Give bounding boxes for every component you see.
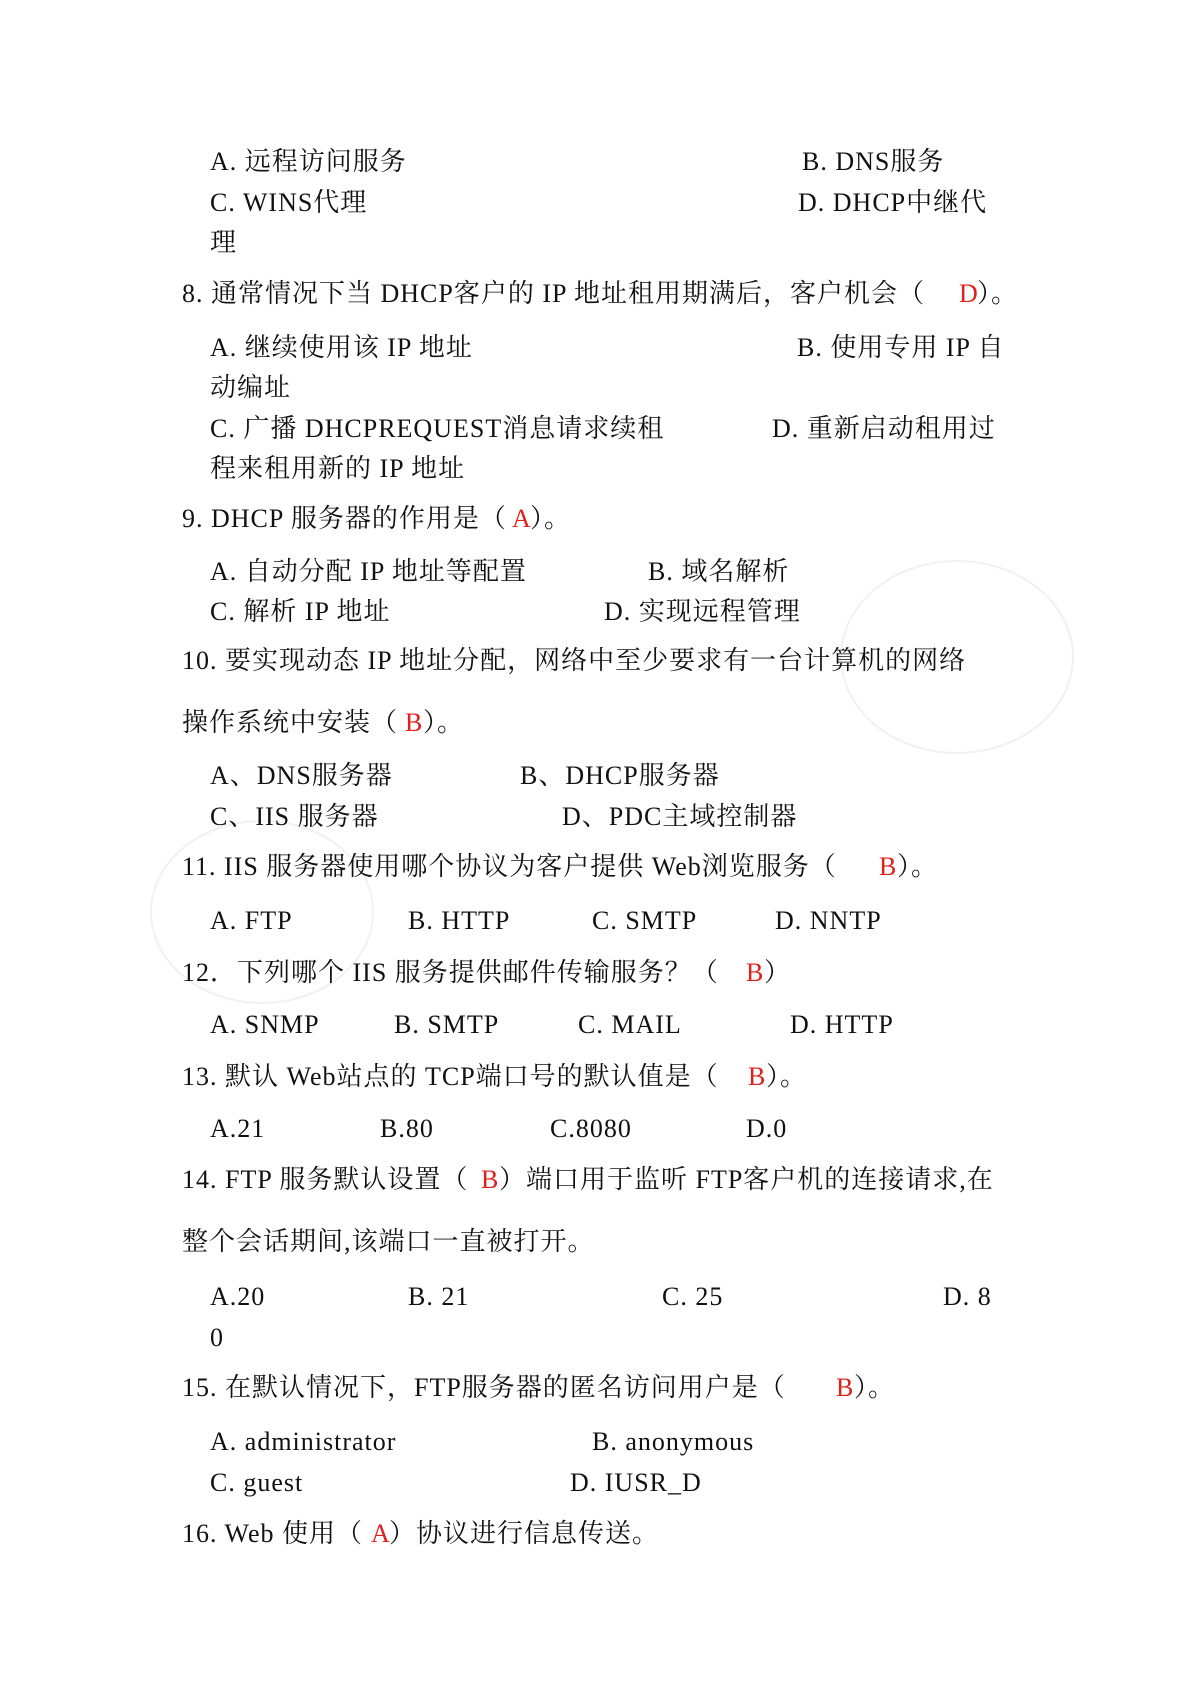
- option-text: A. 远程访问服务: [210, 147, 407, 176]
- option-text: D. NNTP: [775, 906, 882, 935]
- question-stem: 10. 要实现动态 IP 地址分配，网络中至少要求有一台计算机的网络: [182, 646, 967, 675]
- option-text: C. MAIL: [578, 1010, 682, 1039]
- question-stem: ）。: [977, 279, 1019, 308]
- answer-letter: D: [959, 279, 979, 308]
- option-text: C. 25: [662, 1282, 724, 1311]
- option-text: B. 使用专用 IP 自: [797, 333, 1005, 362]
- answer-letter: B: [836, 1373, 855, 1402]
- option-text: B. HTTP: [408, 906, 511, 935]
- option-text: B、DHCP服务器: [520, 761, 720, 790]
- question-stem: 13. 默认 Web站点的 TCP端口号的默认值是（: [182, 1062, 719, 1091]
- option-text: 理: [210, 228, 238, 257]
- option-text: A.20: [210, 1282, 266, 1311]
- question-stem: 15. 在默认情况下，FTP服务器的匿名访问用户是（: [182, 1373, 786, 1402]
- option-text: C. 广播 DHCPREQUEST消息请求续租: [210, 414, 665, 443]
- option-text: A. 继续使用该 IP 地址: [210, 333, 473, 362]
- option-text: A. FTP: [210, 906, 293, 935]
- option-text: B. anonymous: [592, 1427, 755, 1456]
- option-text: C、IIS 服务器: [210, 802, 379, 831]
- option-text: 动编址: [210, 373, 292, 402]
- option-text: C. WINS代理: [210, 188, 368, 217]
- option-text: 0: [210, 1323, 224, 1352]
- question-stem: 操作系统中安装（: [182, 708, 399, 737]
- option-text: D、PDC主域控制器: [562, 802, 798, 831]
- answer-letter: B: [405, 708, 424, 737]
- question-stem: ）。: [423, 708, 465, 737]
- question-stem: 12．下列哪个 IIS 服务提供邮件传输服务？（: [182, 958, 719, 987]
- question-stem: 14. FTP 服务默认设置（: [182, 1165, 469, 1194]
- option-text: A、DNS服务器: [210, 761, 393, 790]
- option-text: B. 域名解析: [648, 557, 790, 586]
- answer-letter: B: [748, 1062, 767, 1091]
- question-stem: ）: [764, 958, 792, 987]
- question-stem: ）端口用于监听 FTP客户机的连接请求,在: [499, 1165, 994, 1194]
- option-text: B. 21: [408, 1282, 470, 1311]
- question-stem: ）协议进行信息传送。: [389, 1519, 660, 1548]
- option-text: D. 8: [943, 1282, 992, 1311]
- answer-letter: B: [879, 852, 898, 881]
- question-stem: 9. DHCP 服务器的作用是（: [182, 504, 507, 533]
- option-text: D. 重新启动租用过: [772, 414, 996, 443]
- option-text: D. 实现远程管理: [604, 597, 801, 626]
- question-stem: 整个会话期间,该端口一直被打开。: [182, 1227, 595, 1256]
- option-text: B.80: [380, 1114, 434, 1143]
- question-stem: 16. Web 使用（: [182, 1519, 364, 1548]
- question-stem: ）。: [897, 852, 939, 881]
- question-stem: ）。: [530, 504, 572, 533]
- option-text: D.0: [746, 1114, 788, 1143]
- option-text: C. SMTP: [592, 906, 698, 935]
- question-stem: ）。: [854, 1373, 896, 1402]
- option-text: C. 解析 IP 地址: [210, 597, 391, 626]
- answer-letter: A: [512, 504, 532, 533]
- option-text: D. DHCP中继代: [798, 188, 988, 217]
- option-text: D. HTTP: [790, 1010, 894, 1039]
- option-text: C.8080: [550, 1114, 632, 1143]
- option-text: B. DNS服务: [802, 147, 945, 176]
- option-text: 程来租用新的 IP 地址: [210, 454, 466, 483]
- option-text: B. SMTP: [394, 1010, 500, 1039]
- option-text: C. guest: [210, 1468, 304, 1497]
- answer-letter: B: [746, 958, 765, 987]
- option-text: A.21: [210, 1114, 266, 1143]
- option-text: A. administrator: [210, 1427, 397, 1456]
- question-stem: 11. IIS 服务器使用哪个协议为客户提供 Web浏览服务（: [182, 852, 837, 881]
- answer-letter: B: [481, 1165, 500, 1194]
- option-text: D. IUSR_D: [570, 1468, 702, 1497]
- question-stem: 8. 通常情况下当 DHCP客户的 IP 地址租用期满后，客户机会（: [182, 279, 926, 308]
- question-stem: ）。: [766, 1062, 808, 1091]
- answer-letter: A: [371, 1519, 391, 1548]
- option-text: A. 自动分配 IP 地址等配置: [210, 557, 527, 586]
- option-text: A. SNMP: [210, 1010, 320, 1039]
